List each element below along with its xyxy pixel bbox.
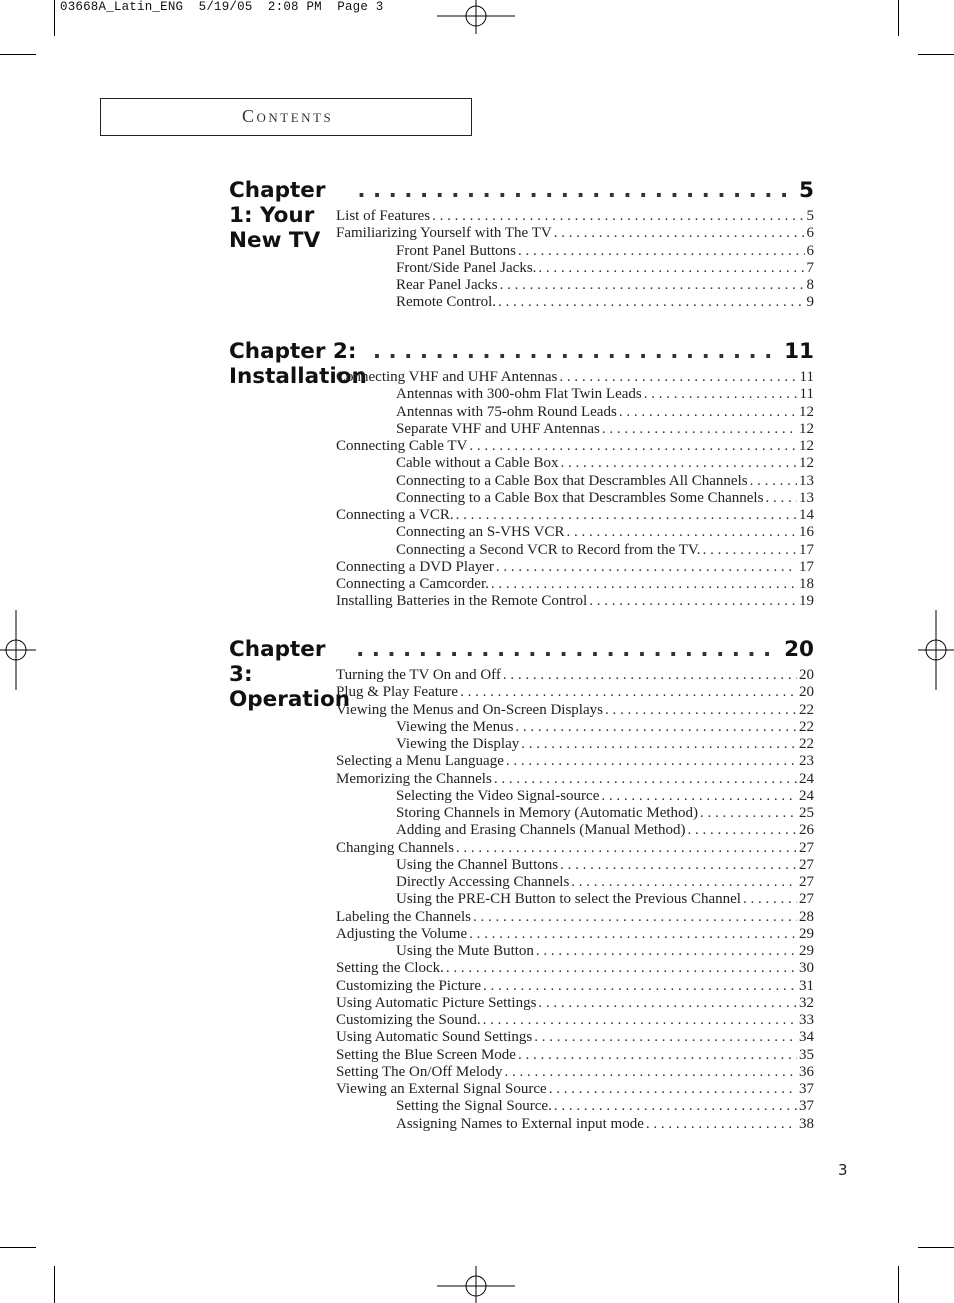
dot-leader (700, 805, 797, 822)
dot-leader (560, 857, 797, 874)
entry-title: Rear Panel Jacks (396, 277, 498, 293)
dot-leader (559, 369, 797, 386)
entry-title: Connecting to a Cable Box that Descrambles All Channels (396, 472, 748, 489)
entry-page: 27 (799, 874, 814, 890)
entry-title: Setting The On/Off Melody (336, 1063, 503, 1080)
toc-entry (336, 1081, 814, 1098)
entry-page: 29 (799, 925, 814, 942)
crop-mark (898, 0, 899, 36)
dot-leader (743, 891, 797, 908)
entry-page: 27 (799, 891, 814, 908)
entry-page: 31 (799, 977, 814, 994)
dot-leader (356, 637, 778, 662)
dot-leader (571, 874, 797, 891)
registration-mark-icon (918, 610, 954, 690)
toc-subentry (396, 1098, 814, 1115)
entry-page: 9 (806, 294, 814, 311)
toc-subentry (396, 874, 814, 891)
toc-entry (336, 369, 814, 386)
entry-page: 7 (806, 259, 814, 276)
entry-title: Assigning Names to External input mode (396, 1115, 644, 1132)
chapter-title: Chapter 1: Your New TV (229, 178, 326, 253)
entry-page: 12 (799, 438, 814, 454)
entry-page: 36 (799, 1063, 814, 1080)
toc-subentry (396, 386, 814, 403)
registration-mark-icon (0, 610, 36, 690)
entry-title: List of Features (336, 208, 431, 224)
entry-page: 16 (799, 524, 814, 541)
dot-leader (602, 421, 797, 438)
chapter-title: Chapter 2: Installation (229, 339, 367, 389)
entry-title: Connecting a VCR. (336, 507, 454, 523)
crop-mark (918, 1247, 954, 1248)
dot-leader (601, 788, 797, 805)
toc-entry (336, 926, 814, 943)
dot-leader (505, 1064, 797, 1081)
crop-mark (0, 54, 36, 55)
dot-leader (503, 667, 797, 684)
chapter-title: Chapter 3: Operation (229, 637, 351, 712)
toc-entry (336, 978, 814, 995)
toc-entry (336, 909, 814, 926)
entry-page: 33 (799, 1012, 814, 1028)
registration-mark-icon (437, 1266, 515, 1303)
dot-leader (619, 404, 797, 421)
entry-page: 14 (799, 507, 814, 523)
entry-page: 38 (799, 1115, 814, 1132)
entry-page: 29 (799, 943, 814, 959)
toc-subentry (396, 277, 814, 294)
dot-leader (498, 294, 805, 311)
entry-title: Connecting a Camcorder. (336, 576, 489, 592)
crop-mark (898, 1266, 899, 1303)
toc-entry (336, 1029, 814, 1046)
toc-subentry (396, 736, 814, 753)
crop-mark (54, 0, 55, 36)
entry-title: Viewing an External Signal Source (336, 1081, 547, 1097)
entry-title: Selecting a Menu Language (336, 753, 504, 770)
entry-page: 22 (799, 736, 814, 752)
entry-title: Connecting a DVD Player (336, 558, 494, 575)
entry-title: Adjusting the Volume (336, 925, 468, 942)
entry-title: Setting the Signal Source. (396, 1098, 552, 1115)
dot-leader (506, 753, 797, 770)
page-number: 3 (838, 1161, 848, 1179)
entry-title: Connecting to a Cable Box that Descrambles Some Channels (396, 489, 764, 506)
entry-page: 25 (799, 805, 814, 821)
entry-page: 12 (799, 455, 814, 472)
dot-leader (473, 909, 797, 926)
toc-subentry (396, 1116, 814, 1133)
entry-page: 20 (799, 667, 814, 683)
entry-title: Antennas with 300-ohm Flat Twin Leads (396, 386, 642, 403)
toc-entry (336, 208, 814, 225)
entry-page: 34 (799, 1029, 814, 1046)
dot-leader (494, 771, 797, 788)
dot-leader (432, 208, 804, 225)
dot-leader (750, 473, 797, 490)
entry-page: 12 (799, 403, 814, 420)
dot-leader (644, 386, 798, 403)
toc-entry (336, 1047, 814, 1064)
entry-title: Front/Side Panel Jacks. (396, 259, 537, 276)
entry-title: Viewing the Menus (396, 718, 514, 735)
toc-entry (336, 667, 814, 684)
toc-subentry (396, 788, 814, 805)
entry-title: Adding and Erasing Channels (Manual Method) (396, 822, 686, 839)
entry-title: Using the Channel Buttons (396, 856, 559, 873)
toc-entry (336, 593, 814, 610)
toc-subentry (396, 243, 814, 260)
dot-leader (560, 455, 797, 472)
dot-leader (500, 277, 805, 294)
toc-subentry (396, 822, 814, 839)
toc-subentry (396, 294, 814, 311)
toc-entry (336, 684, 814, 701)
entry-page: 37 (799, 1098, 814, 1115)
print-slug: 03668A_Latin_ENG 5/19/05 2:08 PM Page 3 (60, 0, 384, 14)
dot-leader (357, 178, 793, 203)
entry-page: 20 (799, 684, 814, 701)
dot-leader (446, 960, 797, 977)
toc-subentry (396, 490, 814, 507)
entry-page: 13 (799, 489, 814, 506)
toc-entry (336, 995, 814, 1012)
entry-title: Separate VHF and UHF Antennas (396, 420, 600, 437)
toc-entry (336, 840, 814, 857)
dot-leader (483, 978, 797, 995)
entry-title: Memorizing the Channels (336, 770, 492, 787)
entry-page: 17 (799, 541, 814, 558)
dot-leader (536, 943, 797, 960)
toc-entry (336, 753, 814, 770)
dot-leader (646, 1116, 797, 1133)
entry-title: Labeling the Channels (336, 908, 471, 925)
dot-leader (566, 524, 797, 541)
entry-title: Installing Batteries in the Remote Control (336, 593, 588, 610)
entry-page: 37 (799, 1081, 814, 1097)
entry-page: 30 (799, 960, 814, 977)
entry-title: Customizing the Picture (336, 977, 481, 994)
entry-page: 8 (806, 277, 814, 293)
toc-subentry (396, 891, 814, 908)
entry-page: 5 (806, 208, 814, 224)
dot-leader (589, 593, 797, 610)
entry-title: Antennas with 75-ohm Round Leads (396, 403, 617, 420)
entry-page: 23 (799, 753, 814, 770)
toc-entry (336, 559, 814, 576)
toc-entry (336, 225, 814, 242)
crop-mark (918, 54, 954, 55)
dot-leader (456, 840, 797, 857)
entry-title: Connecting VHF and UHF Antennas (336, 369, 558, 385)
dot-leader (538, 260, 804, 277)
dot-leader (496, 559, 797, 576)
entry-title: Using the Mute Button (396, 943, 534, 959)
entry-page: 12 (799, 420, 814, 437)
entry-title: Connecting a Second VCR to Record from the TV. (396, 541, 701, 558)
crop-mark (54, 1266, 55, 1303)
toc-entry (336, 702, 814, 719)
dot-leader (373, 339, 778, 364)
entry-title: Customizing the Sound. (336, 1012, 481, 1028)
entry-page: 35 (799, 1046, 814, 1063)
toc-subentry (396, 260, 814, 277)
entry-page: 17 (799, 558, 814, 575)
registration-mark-icon (437, 0, 515, 34)
entry-page: 24 (799, 770, 814, 787)
toc-subentry (396, 805, 814, 822)
entry-page: 6 (806, 242, 814, 259)
entry-title: Selecting the Video Signal-source (396, 787, 600, 804)
toc-subentry (396, 943, 814, 960)
toc-subentry (396, 473, 814, 490)
entry-page: 18 (799, 576, 814, 592)
entry-page: 19 (799, 593, 814, 610)
dot-leader (456, 507, 797, 524)
entry-title: Storing Channels in Memory (Automatic Method) (396, 805, 699, 821)
dot-leader (538, 995, 797, 1012)
entry-title: Plug & Play Feature (336, 684, 459, 701)
chapter-page: 20 (784, 637, 814, 662)
chapter-page: 5 (799, 178, 814, 203)
dot-leader (491, 576, 797, 593)
contents-header-label: Contents (242, 106, 334, 126)
entry-page: 32 (799, 994, 814, 1011)
dot-leader (703, 542, 797, 559)
dot-leader (469, 926, 797, 943)
contents-header-box (100, 98, 472, 136)
toc-entry (336, 576, 814, 593)
dot-leader (534, 1029, 797, 1046)
dot-leader (469, 438, 797, 455)
entry-title: Directly Accessing Channels (396, 874, 570, 890)
entry-title: Remote Control. (396, 294, 496, 311)
dot-leader (460, 684, 797, 701)
toc-entry (336, 507, 814, 524)
entry-title: Viewing the Menus and On-Screen Displays (336, 701, 603, 718)
toc-entry (336, 1012, 814, 1029)
dot-leader (483, 1012, 797, 1029)
dot-leader (765, 490, 797, 507)
entry-title: Connecting Cable TV (336, 438, 468, 454)
entry-page: 22 (799, 701, 814, 718)
entry-title: Setting the Clock. (336, 960, 444, 977)
crop-mark (0, 1247, 36, 1248)
entry-title: Familiarizing Yourself with The TV (336, 225, 552, 242)
entry-page: 27 (799, 856, 814, 873)
toc-subentry (396, 421, 814, 438)
entry-title: Viewing the Display (396, 736, 520, 752)
dot-leader (515, 719, 797, 736)
entry-page: 24 (799, 787, 814, 804)
dot-leader (605, 702, 797, 719)
entry-page: 27 (799, 839, 814, 856)
entry-title: Using the PRE-CH Button to select the Previous Channel (396, 891, 741, 908)
toc-subentry (396, 455, 814, 472)
entry-title: Front Panel Buttons (396, 242, 517, 259)
toc-entry (336, 960, 814, 977)
toc-entry (336, 438, 814, 455)
toc-subentry (396, 524, 814, 541)
entry-title: Setting the Blue Screen Mode (336, 1046, 516, 1063)
chapter-page: 11 (784, 339, 814, 364)
toc-entry (336, 1064, 814, 1081)
dot-leader (518, 1047, 797, 1064)
toc-subentry (396, 857, 814, 874)
toc-subentry (396, 404, 814, 421)
toc-entry (336, 771, 814, 788)
entry-page: 28 (799, 908, 814, 925)
toc-subentry (396, 542, 814, 559)
dot-leader (688, 822, 797, 839)
entry-title: Using Automatic Picture Settings (336, 994, 537, 1011)
entry-page: 6 (806, 225, 814, 242)
entry-page: 26 (799, 822, 814, 839)
entry-page: 22 (799, 718, 814, 735)
entry-title: Changing Channels (336, 839, 454, 856)
entry-title: Cable without a Cable Box (396, 455, 559, 472)
entry-page: 13 (799, 472, 814, 489)
entry-title: Turning the TV On and Off (336, 667, 501, 683)
dot-leader (554, 1098, 797, 1115)
dot-leader (554, 225, 805, 242)
dot-leader (549, 1081, 797, 1098)
entry-page: 11 (799, 369, 814, 385)
entry-page: 11 (799, 386, 814, 403)
toc-subentry (396, 719, 814, 736)
entry-title: Connecting an S-VHS VCR (396, 524, 565, 541)
entry-title: Using Automatic Sound Settings (336, 1029, 533, 1046)
dot-leader (521, 736, 797, 753)
dot-leader (518, 243, 804, 260)
